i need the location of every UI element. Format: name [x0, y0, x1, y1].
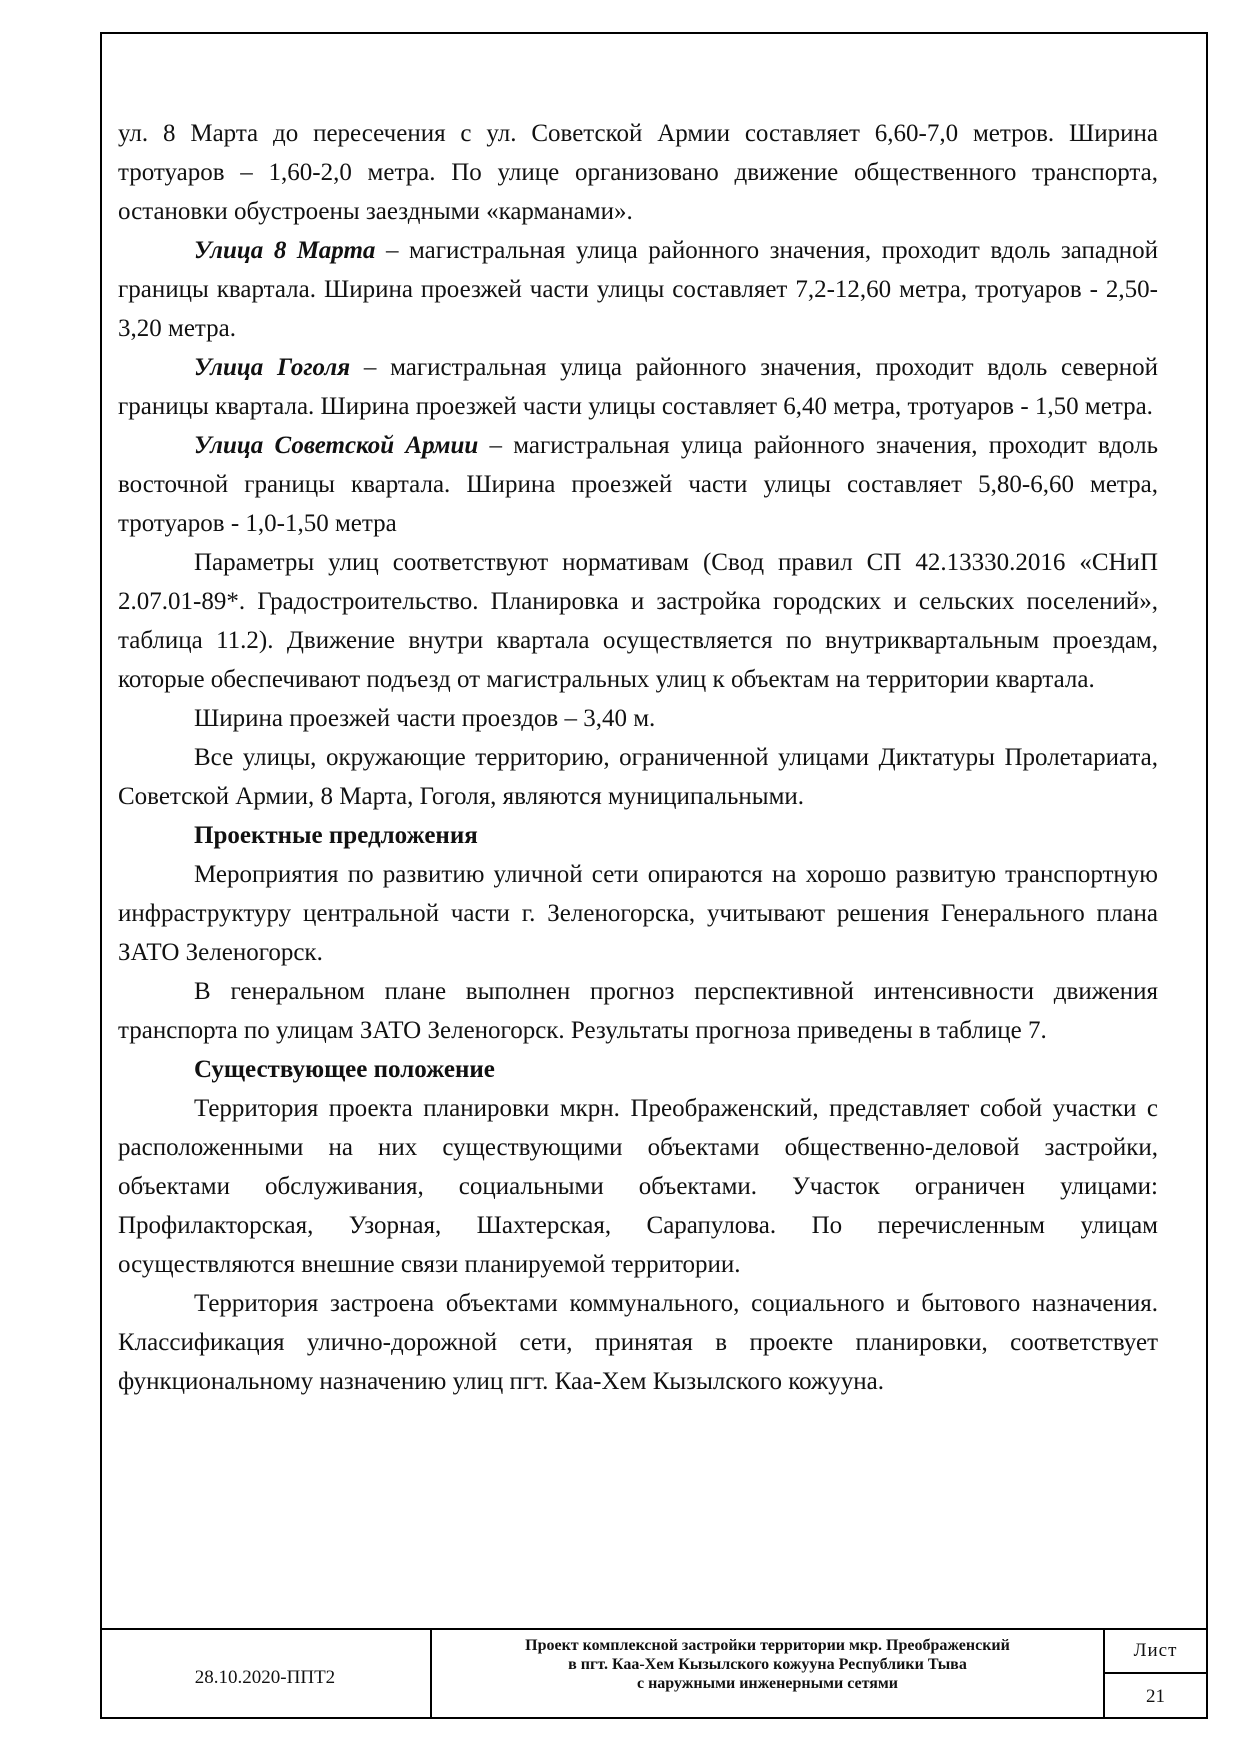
paragraph-measures — [118, 855, 1158, 972]
project-title-line: Проект комплексной застройки территории мкр. Преображенский — [525, 1637, 1010, 1654]
section-heading-proposals — [118, 816, 1158, 855]
document-code: 28.10.2020-ППТ2 — [100, 1630, 432, 1719]
paragraph-text: – магистральная улица районного значения, проходит вдоль северной границы квартала. Ширина проезжей части улицы составляет 6,40 метра, тротуаров - 1,50 метра. — [118, 354, 1158, 420]
paragraph-street-sovetskoy-armii — [118, 426, 1158, 543]
street-name: Улица Гоголя — [194, 354, 351, 381]
paragraph-text: Параметры улиц соответствуют нормативам (Свод правил СП 42.13330.2016 «СНиП 2.07.01-89*. Градостроительство. Планировка и застройка городских и сельских поселений», таблица 11.2). Движение внутри квартала осуществляется по внутриквартальным проездам, которые обеспечивают подъезд от магистральных улиц к объектам на территории квартала. — [118, 549, 1158, 693]
paragraph-text: В генеральном плане выполнен прогноз перспективной интенсивности движения транспорта по улицам ЗАТО Зеленогорск. Результаты прогноза приведены в таблице 7. — [118, 978, 1158, 1044]
paragraph-classification — [118, 1284, 1158, 1401]
street-name: Улица 8 Марта — [194, 237, 376, 264]
paragraph-forecast — [118, 972, 1158, 1050]
paragraph-continuation — [118, 114, 1158, 231]
project-title-line: в пгт. Каа-Хем Кызылского кожууна Республики Тыва — [568, 1656, 967, 1673]
paragraph-text: Территория проекта планировки мкрн. Преображенский, представляет собой участки с расположенными на них существующими объектами общественно-деловой застройки, объектами обслуживания, социальными объектами. Участок ограничен улицами: Профилакторская, Узорная, Шахтерская, Сарапулова. По перечисленным улицам осуществляются внешние связи планируемой территории. — [118, 1095, 1158, 1278]
heading-text: Проектные предложения — [194, 822, 478, 849]
sheet-number: 21 — [1146, 1685, 1165, 1707]
paragraph-municipal-streets — [118, 738, 1158, 816]
paragraph-text: Ширина проезжей части проездов – 3,40 м. — [194, 705, 656, 732]
paragraph-text: Все улицы, окружающие территорию, ограниченной улицами Диктатуры Пролетариата, Советской Армии, 8 Марта, Гоголя, являются муниципальными. — [118, 744, 1158, 810]
title-block — [100, 1628, 1208, 1719]
paragraph-street-gogolya — [118, 348, 1158, 426]
paragraph-driveway-width — [118, 699, 1158, 738]
paragraph-norms — [118, 543, 1158, 699]
paragraph-text: – магистральная улица районного значения, проходит вдоль восточной границы квартала. Ширина проезжей части улицы составляет 5,80-6,60 метра, тротуаров - 1,0-1,50 метра — [118, 432, 1158, 537]
paragraph-text: Территория застроена объектами коммунального, социального и бытового назначения. Классификация улично-дорожной сети, принятая в проекте планировки, соответствует функциональному назначению улиц пгт. Каа-Хем Кызылского кожууна. — [118, 1290, 1158, 1395]
paragraph-territory — [118, 1089, 1158, 1284]
heading-text: Существующее положение — [194, 1056, 495, 1083]
project-title-line: с наружными инженерными сетями — [636, 1675, 899, 1692]
paragraph-text: Мероприятия по развитию уличной сети опираются на хорошо развитую транспортную инфраструктуру центральной части г. Зеленогорска, учитывают решения Генерального плана ЗАТО Зеленогорск. — [118, 861, 1158, 966]
paragraph-text: ул. 8 Марта до пересечения с ул. Советской Армии составляет 6,60-7,0 метров. Ширина тротуаров – 1,60-2,0 метра. По улице организовано движение общественного транспорта, остановки обустроены заездными «карманами». — [118, 120, 1158, 225]
sheet-label: Лист — [1105, 1630, 1206, 1674]
street-name: Улица Советской Армии — [194, 432, 479, 459]
section-heading-existing — [118, 1050, 1158, 1089]
paragraph-text: – магистральная улица районного значения, проходит вдоль западной границы квартала. Ширина проезжей части улицы составляет 7,2-12,60 метра, тротуаров - 2,50-3,20 метра. — [118, 237, 1159, 342]
paragraph-street-8-marta — [118, 231, 1158, 348]
document-body — [118, 114, 1158, 1401]
project-title — [432, 1630, 1105, 1719]
